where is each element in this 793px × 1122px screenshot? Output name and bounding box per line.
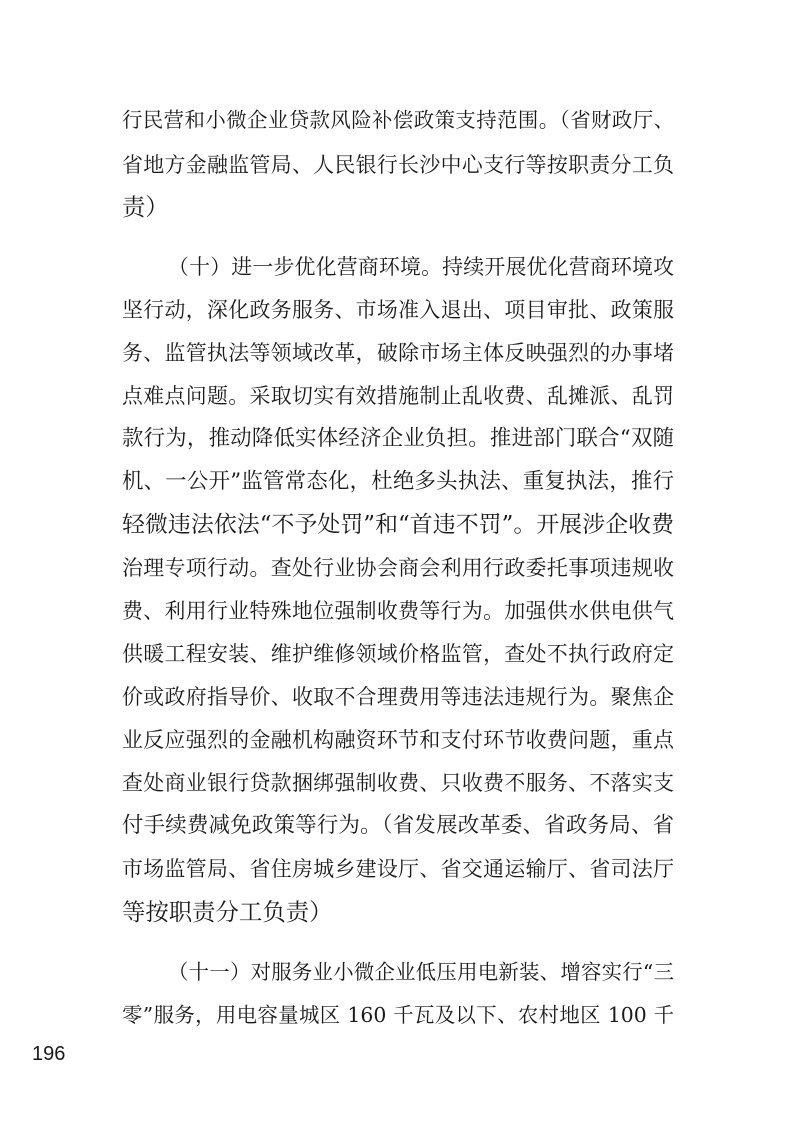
- text-line: 务、监管执法等领域改革，破除市场主体反映强烈的办事堵: [122, 341, 674, 365]
- text-line: （十一）对服务业小微企业低压用电新装、增容实行“三: [168, 960, 674, 984]
- text-line: 款行为，推动降低实体经济企业负担。推进部门联合“双随: [122, 426, 674, 451]
- text-line: 零”服务，用电容量城区 160 千瓦及以下、农村地区 100 千: [122, 1003, 674, 1027]
- text-line: 行民营和小微企业贷款风险补偿政策支持范围。（省财政厅、: [122, 108, 674, 132]
- text-line: 等按职责分工负责）: [122, 898, 333, 926]
- text-line: 业反应强烈的金融机构融资环节和支付环节收费问题，重点: [122, 728, 674, 752]
- text-line: 省地方金融监管局、人民银行长沙中心支行等按职责分工负: [122, 153, 674, 177]
- text-line: 轻微违法依法“不予处罚”和“首违不罚”。开展涉企收费: [122, 512, 674, 538]
- text-line: 点难点问题。采取切实有效措施制止乱收费、乱摊派、乱罚: [122, 384, 674, 408]
- text-line: 治理专项行动。查处行业协会商会利用行政委托事项违规收: [122, 556, 674, 580]
- text-line: 机、一公开”监管常态化，杜绝多头执法、重复执法，推行: [122, 469, 674, 494]
- page-number: 196: [32, 1043, 66, 1065]
- text-line: 付手续费减免政策等行为。（省发展改革委、省政务局、省: [122, 813, 674, 838]
- text-line: （十）进一步优化营商环境。持续开展优化营商环境攻: [168, 255, 674, 279]
- text-line: 价或政府指导价、收取不合理费用等违法违规行为。聚焦企: [122, 685, 674, 709]
- text-line: 坚行动，深化政务服务、市场准入退出、项目审批、政策服: [122, 298, 674, 322]
- text-line: 供暖工程安装、维护维修领域价格监管，查处不执行政府定: [122, 642, 674, 666]
- text-line: 责）: [122, 193, 169, 221]
- text-line: 费、利用行业特殊地位强制收费等行为。加强供水供电供气: [122, 599, 674, 623]
- text-line: 市场监管局、省住房城乡建设厅、省交通运输厅、省司法厅: [122, 857, 674, 881]
- text-line: 查处商业银行贷款捆绑强制收费、只收费不服务、不落实支: [122, 771, 674, 795]
